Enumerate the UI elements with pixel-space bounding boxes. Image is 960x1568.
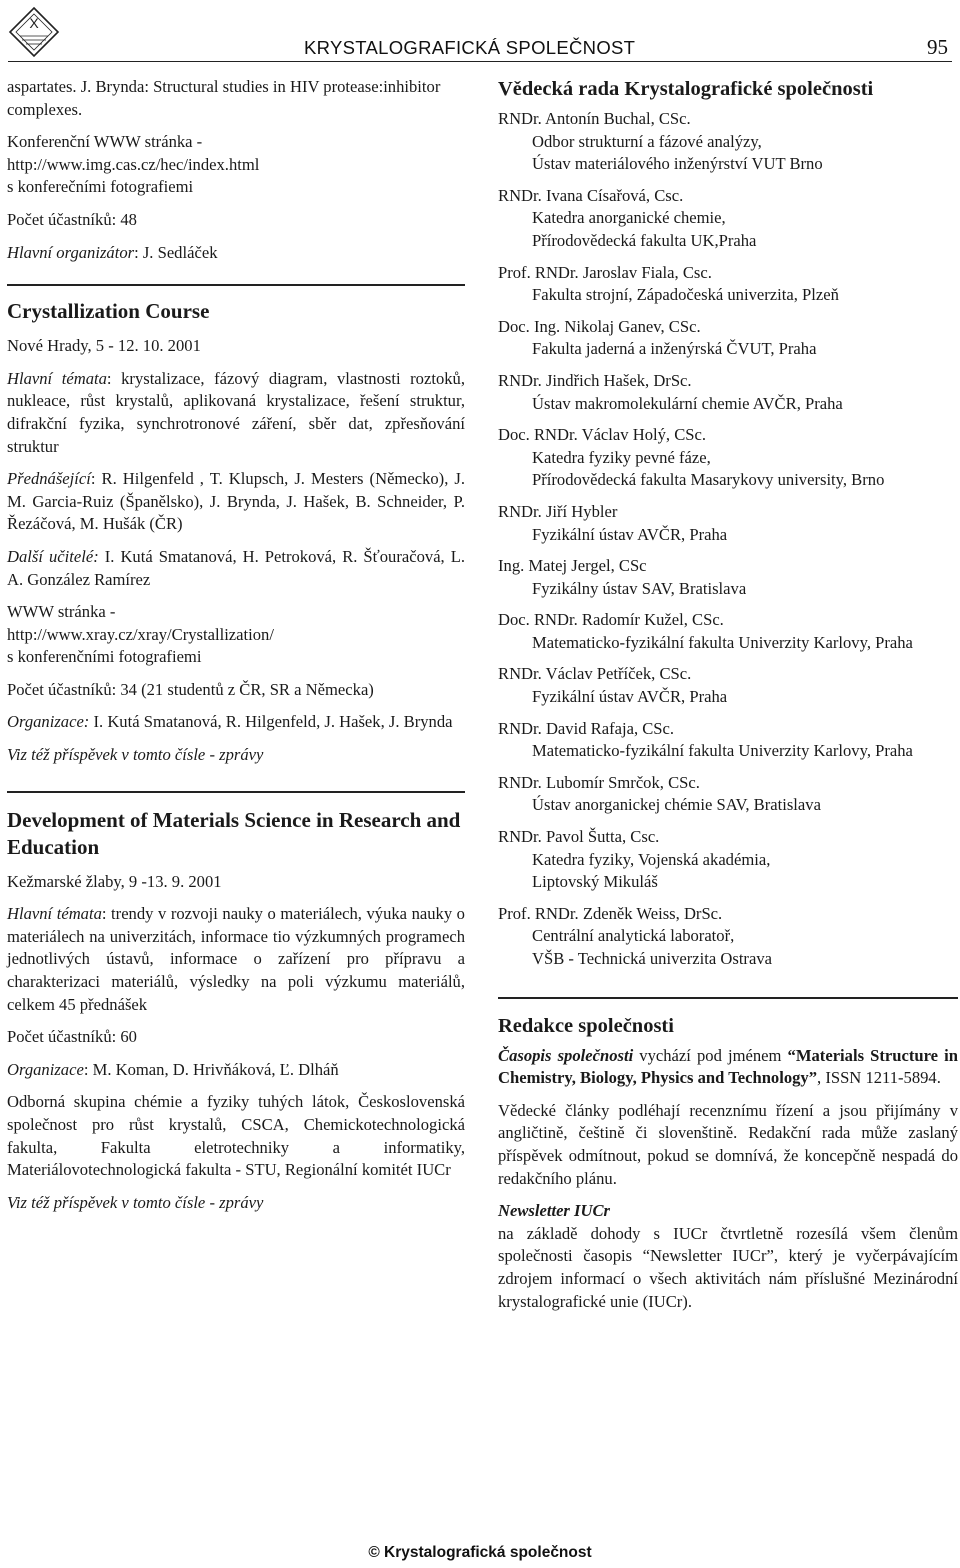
course-topics-value: : krystalizace, fázový diagram, vlastnosti roztoků, nukleace, růst krystalů, aplikovaná krystalizace, řešení struktur, difrakční fyzika, synchrotronové záření, sběr dat, zpřesňování struktur <box>7 368 465 456</box>
header-divider <box>8 61 952 62</box>
council-member-affiliation: Odbor strukturní a fázové analýzy, <box>532 131 762 151</box>
intro-participants: Počet účastníků: 48 <box>7 209 137 229</box>
council-member-name: RNDr. David Rafaja, CSc. <box>498 718 675 738</box>
editorial-review: Vědecké články podléhají recenznímu řízení a jsou přijímány v angličtině, češtině či slovenštině. Redakční rada může zaslaný příspěvek odmítnout, pokud se domnívá, že koncepčně nespadá do redakčního plánu. <box>498 1100 958 1188</box>
development-topics-label: Hlavní témata <box>7 904 102 924</box>
council-member-affiliation: Fakulta strojní, Západočeská univerzita, Plzeň <box>532 285 839 305</box>
section-divider <box>7 284 465 286</box>
council-member <box>498 826 958 894</box>
course-see-also: Viz též příspěvek v tomto čísle - zprávy <box>7 745 264 765</box>
page-number: 95 <box>927 35 948 59</box>
course-lecturers <box>7 468 465 536</box>
editorial-journal <box>498 1045 958 1090</box>
journal-mid: vychází pod jménem <box>633 1045 788 1065</box>
course-participants: Počet účastníků: 34 (21 studentů z ČR, SR a Německa) <box>7 679 374 699</box>
newsletter-heading: Newsletter IUCr <box>498 1201 611 1221</box>
council-member-affiliation: Přírodovědecká fakulta UK,Praha <box>532 230 757 250</box>
intro-organizer-value: : J. Sedláček <box>134 242 218 262</box>
council-member <box>498 555 958 600</box>
council-member <box>498 262 958 307</box>
right-column <box>498 76 958 1313</box>
council-member-affiliation: Fyzikální ústav AVČR, Praha <box>532 524 728 544</box>
council-member-list <box>498 108 958 971</box>
council-member-name: Prof. RNDr. Jaroslav Fiala, Csc. <box>498 262 712 282</box>
council-member-name: RNDr. Pavol Šutta, Csc. <box>498 827 660 847</box>
course-org-label: Organizace: <box>7 712 90 732</box>
council-member <box>498 370 958 415</box>
header-title: KRYSTALOGRAFICKÁ SPOLEČNOST <box>304 37 636 58</box>
development-topics <box>7 903 465 1016</box>
council-member-affiliation: Katedra fyziky pevné fáze, <box>532 447 711 467</box>
course-teachers-value: I. Kutá Smatanová, H. Petroková, R. Šťouračová, L. A. González Ramírez <box>7 546 466 589</box>
development-see-also: Viz též příspěvek v tomto čísle - zprávy <box>7 1192 264 1212</box>
editorial-heading: Redakce společnosti <box>498 1014 674 1037</box>
council-member-affiliation: Fyzikální ústav AVČR, Praha <box>532 687 728 707</box>
course-lecturers-label: Přednášející <box>7 469 91 489</box>
council-member-affiliation: Ústav makromolekulární chemie AVČR, Praha <box>532 393 843 413</box>
council-member-name: Doc. RNDr. Václav Holý, CSc. <box>498 425 707 445</box>
development-org-label: Organizace <box>7 1059 84 1079</box>
development-place-date: Kežmarské žlaby, 9 -13. 9. 2001 <box>7 871 222 891</box>
course-lecturers-value: : R. Hilgenfeld , T. Klupsch, J. Mesters (Německo), J. M. Garcia-Ruiz (Španělsko), J. Brynda, J. Hašek, B. Schneider, P. Řezáčová, M. Hušák (ČR) <box>7 469 465 534</box>
svg-text:X: X <box>29 15 39 31</box>
development-org-value: : M. Koman, D. Hrivňáková, Ľ. Dlháň <box>83 1059 339 1079</box>
council-member-affiliation: VŠB - Technická univerzita Ostrava <box>532 949 772 968</box>
council-member <box>498 424 958 492</box>
council-member-affiliation: Přírodovědecká fakulta Masarykovy university, Brno <box>532 470 885 490</box>
council-member-affiliation: Katedra fyziky, Vojenská akadémia, <box>532 849 771 869</box>
intro-continuation: aspartates. J. Brynda: Structural studies in HIV protease:inhibitor complexes. <box>7 77 441 119</box>
footer-copyright: © Krystalografická společnost <box>368 1544 592 1561</box>
council-member <box>498 609 958 654</box>
council-member-name: RNDr. Ivana Císařová, Csc. <box>498 185 684 205</box>
council-member-name: Doc. RNDr. Radomír Kužel, CSc. <box>498 610 724 630</box>
course-www-note: s konferenčními fotografiemi <box>7 647 202 667</box>
newsletter-text: na základě dohody s IUCr čtvrtletně rozesílá všem členům společnosti časopis “Newsletter IUCr”, který je vyčerpávajícím zdrojem informací o všech aktivitách nám příslušné Mezinárodní krystalografické unie (IUCr). <box>498 1223 958 1311</box>
council-member-affiliation: Katedra anorganické chemie, <box>532 208 726 228</box>
intro-www-note: s konferečními fotografiemi <box>7 177 194 197</box>
intro-organizer <box>7 242 465 265</box>
council-member-name: RNDr. Václav Petříček, CSc. <box>498 664 692 684</box>
course-org-value: I. Kutá Smatanová, R. Hilgenfeld, J. Hašek, J. Brynda <box>89 712 453 732</box>
council-member <box>498 108 958 176</box>
course-teachers <box>7 546 465 591</box>
council-member <box>498 718 958 763</box>
council-member-name: RNDr. Antonín Buchal, CSc. <box>498 109 691 128</box>
council-member-affiliation: Matematicko-fyzikální fakulta Univerzity Karlovy, Praha <box>532 632 913 652</box>
council-member-name: Doc. Ing. Nikolaj Ganev, CSc. <box>498 316 701 336</box>
development-groups: Odborná skupina chémie a fyziky tuhých látok, Československá společnost pro růst krystalů, CSCA, Chemickotechnologická fakulta, Fakulta eletrotechniky a informatiky, Materiálovotechnologická fakulta - STU, Regionální komitét IUCr <box>7 1092 465 1180</box>
course-topics-label: Hlavní témata <box>7 368 107 388</box>
council-member <box>498 316 958 361</box>
council-member <box>498 185 958 253</box>
council-member-affiliation: Fyzikálny ústav SAV, Bratislava <box>532 578 747 598</box>
council-member-name: RNDr. Jindřich Hašek, DrSc. <box>498 370 692 390</box>
course-www-label: WWW stránka - <box>7 602 116 622</box>
course-organization <box>7 711 465 734</box>
council-member-affiliation: Ústav materiálového inženýrství VUT Brno <box>532 154 823 174</box>
journal-name: “Materials Structure in Chemistry, Biology, Physics and Technology” <box>498 1045 958 1088</box>
council-member-affiliation: Liptovský Mikuláš <box>532 872 658 892</box>
course-www-url[interactable]: http://www.xray.cz/xray/Crystallization/ <box>7 624 274 644</box>
crystal-x-logo-icon <box>8 6 60 58</box>
council-member <box>498 903 958 971</box>
council-member-affiliation: Ústav anorganickej chémie SAV, Bratislava <box>532 795 821 815</box>
council-member-affiliation: Centrální analytická laboratoř, <box>532 926 735 946</box>
course-heading: Crystallization Course <box>7 299 210 324</box>
council-member-affiliation: Matematicko-fyzikální fakulta Univerzity Karlovy, Praha <box>532 741 913 761</box>
course-topics <box>7 368 465 458</box>
council-member-name: Prof. RNDr. Zdeněk Weiss, DrSc. <box>498 903 723 923</box>
council-member <box>498 772 958 817</box>
development-topics-value: : trendy v rozvoji nauky o materiálech, výuka nauky o materiálech na univerzitách, informace tio výzkumných programech jednotlivých ústavů, informace o zařízení pro přípravu a charakterizaci materiálů, výsledky na poli výzkumu materiálů, celkem 45 přednášek <box>7 904 465 1014</box>
journal-issn: , ISSN 1211-5894. <box>817 1068 941 1088</box>
council-member <box>498 501 958 546</box>
council-member-affiliation: Fakulta jaderná a inženýrská ČVUT, Praha <box>532 339 817 359</box>
left-column <box>7 76 465 1214</box>
development-participants: Počet účastníků: 60 <box>7 1027 137 1047</box>
intro-organizer-label: Hlavní organizátor <box>7 242 135 262</box>
intro-www-url[interactable]: http://www.img.cas.cz/hec/index.html <box>7 154 260 174</box>
journal-lead: Časopis společnosti <box>498 1045 634 1065</box>
council-member <box>498 663 958 708</box>
council-member-name: RNDr. Lubomír Smrčok, CSc. <box>498 772 700 792</box>
development-organization <box>7 1059 465 1082</box>
development-heading: Development of Materials Science in Research and Education <box>7 807 461 859</box>
course-place-date: Nové Hrady, 5 - 12. 10. 2001 <box>7 336 201 356</box>
intro-www-label: Konferenční WWW stránka - <box>7 132 203 152</box>
council-member-name: RNDr. Jiří Hybler <box>498 501 618 521</box>
section-divider <box>498 997 958 999</box>
council-heading: Vědecká rada Krystalografické společnosti <box>498 78 874 100</box>
course-teachers-label: Další učitelé: <box>7 546 99 566</box>
section-divider <box>7 791 465 793</box>
council-member-name: Ing. Matej Jergel, CSc <box>498 556 647 576</box>
